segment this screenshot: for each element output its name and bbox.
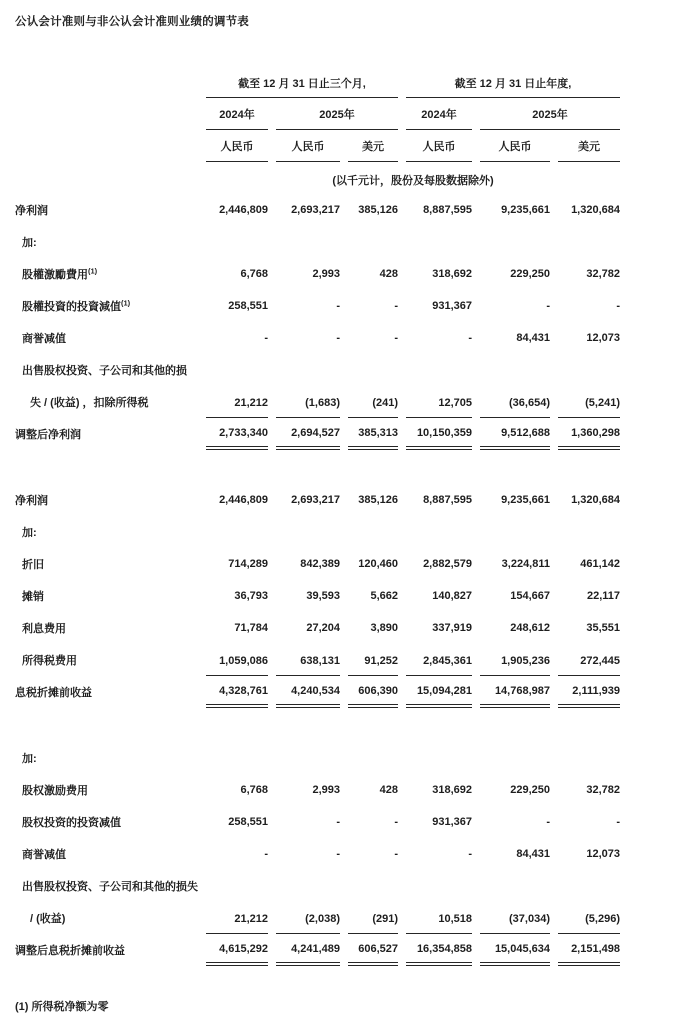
- value-cell: 39,593: [306, 590, 340, 602]
- header-spacer: [15, 162, 198, 194]
- value-cell: 120,460: [358, 558, 398, 570]
- value-cell: 154,667: [510, 590, 550, 602]
- value-cell: [406, 870, 472, 902]
- value-cell: -: [336, 332, 340, 344]
- table-row: [15, 774, 620, 806]
- value-cell: 140,827: [432, 590, 472, 602]
- value-cell: 12,705: [406, 386, 472, 418]
- table-row: [15, 354, 620, 386]
- value-cell: 36,793: [234, 590, 268, 602]
- value-cell: 9,235,661: [501, 204, 550, 216]
- value-cell: (291): [348, 902, 398, 934]
- value-cell: -: [394, 332, 398, 344]
- row-label: 净利润: [15, 495, 48, 507]
- value-cell: 4,328,761: [206, 676, 268, 708]
- row-label: 失 / (收益) ，扣除所得税: [30, 397, 149, 409]
- value-cell: 2,845,361: [406, 644, 472, 676]
- row-label: 折旧: [22, 559, 44, 571]
- value-cell: 2,151,498: [558, 934, 620, 966]
- value-cell: -: [394, 816, 398, 828]
- period-header-row: [15, 65, 620, 98]
- value-cell: 8,887,595: [423, 204, 472, 216]
- value-cell: 428: [379, 268, 398, 280]
- period-header-full-year: 截至 12 月 31 日止年度,: [406, 65, 620, 98]
- table-row: [15, 934, 620, 966]
- value-cell: 931,367: [432, 816, 472, 828]
- value-cell: 2,693,217: [291, 204, 340, 216]
- row-label: 加:: [22, 753, 37, 765]
- value-cell: 27,204: [306, 622, 340, 634]
- document-title: 公认会计准则与非公认会计准则业绩的调节表: [15, 16, 249, 28]
- table-row: [15, 870, 620, 902]
- value-cell: -: [264, 332, 268, 344]
- table-row: [15, 806, 620, 838]
- value-cell: [276, 870, 340, 902]
- unit-note-row: [15, 162, 620, 194]
- row-label: 摊销: [22, 591, 44, 603]
- value-cell: 32,782: [586, 784, 620, 796]
- value-cell: 2,111,939: [558, 676, 620, 708]
- table-row: [15, 290, 620, 322]
- reconciliation-table: [7, 65, 628, 966]
- value-cell: 606,390: [348, 676, 398, 708]
- value-cell: 2,733,340: [206, 418, 268, 450]
- value-cell: 5,662: [370, 590, 398, 602]
- row-label: 息税折摊前收益: [15, 687, 92, 699]
- value-cell: 4,240,534: [276, 676, 340, 708]
- header-spacer: [15, 98, 198, 130]
- value-cell: 4,241,489: [276, 934, 340, 966]
- value-cell: 71,784: [234, 622, 268, 634]
- footnote-ref: (1): [88, 266, 98, 276]
- value-cell: 337,919: [432, 622, 472, 634]
- value-cell: -: [394, 848, 398, 860]
- value-cell: -: [468, 332, 472, 344]
- row-label: 所得税费用: [22, 655, 77, 667]
- value-cell: [558, 354, 620, 386]
- document-page: [0, 13, 682, 1013]
- value-cell: -: [394, 300, 398, 312]
- value-cell: -: [546, 816, 550, 828]
- row-label: 股權激勵費用$^{(1)}$: [22, 266, 98, 281]
- table-row: [15, 612, 620, 644]
- value-cell: 91,252: [348, 644, 398, 676]
- table-row: [15, 386, 620, 418]
- value-cell: (1,683): [276, 386, 340, 418]
- value-cell: (241): [348, 386, 398, 418]
- currency-header-rmb-3: 人民币: [406, 130, 472, 162]
- value-cell: (2,038): [276, 902, 340, 934]
- table-row: [15, 226, 620, 258]
- value-cell: 21,212: [206, 902, 268, 934]
- table-row: [15, 418, 620, 450]
- value-cell: 318,692: [432, 268, 472, 280]
- value-cell: 35,551: [586, 622, 620, 634]
- value-cell: 9,512,688: [480, 418, 550, 450]
- value-cell: 1,320,684: [571, 204, 620, 216]
- value-cell: [406, 226, 472, 258]
- value-cell: 428: [379, 784, 398, 796]
- value-cell: 2,446,809: [219, 204, 268, 216]
- section-gap: [15, 708, 620, 742]
- value-cell: [406, 354, 472, 386]
- value-cell: 1,059,086: [206, 644, 268, 676]
- value-cell: -: [264, 848, 268, 860]
- table-row: [15, 322, 620, 354]
- currency-header-rmb-1: 人民币: [206, 130, 268, 162]
- value-cell: [406, 742, 472, 774]
- value-cell: [276, 354, 340, 386]
- row-label: 加:: [22, 527, 37, 539]
- period-header-three-months: 截至 12 月 31 日止三个月,: [206, 65, 398, 98]
- value-cell: 10,518: [406, 902, 472, 934]
- value-cell: 4,615,292: [206, 934, 268, 966]
- value-cell: [348, 870, 398, 902]
- value-cell: 931,367: [432, 300, 472, 312]
- row-label: 出售股权投资、子公司和其他的损: [22, 365, 187, 377]
- value-cell: 84,431: [516, 332, 550, 344]
- value-cell: 385,126: [358, 494, 398, 506]
- value-cell: [480, 742, 550, 774]
- value-cell: 15,045,634: [480, 934, 550, 966]
- header-spacer: [15, 130, 198, 162]
- row-label: 股权激励费用: [22, 785, 88, 797]
- value-cell: 461,142: [580, 558, 620, 570]
- table-row: [15, 548, 620, 580]
- header-spacer: [15, 65, 198, 98]
- currency-header-rmb-2: 人民币: [276, 130, 340, 162]
- value-cell: (5,296): [558, 902, 620, 934]
- value-cell: -: [616, 816, 620, 828]
- value-cell: -: [336, 300, 340, 312]
- value-cell: 15,094,281: [406, 676, 472, 708]
- table-row: [15, 194, 620, 226]
- value-cell: 258,551: [228, 300, 268, 312]
- value-cell: [480, 870, 550, 902]
- table-row: [15, 644, 620, 676]
- value-cell: [480, 226, 550, 258]
- unit-note: (以千元计，股份及每股数据除外): [332, 175, 494, 187]
- row-label: 调整后息税折摊前收益: [15, 945, 125, 957]
- value-cell: [348, 354, 398, 386]
- value-cell: [558, 870, 620, 902]
- value-cell: [558, 226, 620, 258]
- value-cell: 1,905,236: [480, 644, 550, 676]
- value-cell: 842,389: [300, 558, 340, 570]
- year-header-2024-fy: 2024年: [406, 98, 472, 130]
- value-cell: [406, 516, 472, 548]
- value-cell: [206, 742, 268, 774]
- value-cell: 2,882,579: [423, 558, 472, 570]
- value-cell: 229,250: [510, 268, 550, 280]
- row-label: 调整后净利润: [15, 429, 81, 441]
- table-row: [15, 742, 620, 774]
- row-label: 利息费用: [22, 623, 66, 635]
- value-cell: [276, 226, 340, 258]
- value-cell: 12,073: [586, 848, 620, 860]
- value-cell: -: [616, 300, 620, 312]
- footnote: (1) 所得税净额为零: [15, 1001, 109, 1013]
- value-cell: [276, 742, 340, 774]
- value-cell: [276, 516, 340, 548]
- value-cell: 2,993: [312, 268, 340, 280]
- table-row: [15, 580, 620, 612]
- value-cell: 2,446,809: [219, 494, 268, 506]
- value-cell: 229,250: [510, 784, 550, 796]
- value-cell: 606,527: [348, 934, 398, 966]
- value-cell: 8,887,595: [423, 494, 472, 506]
- value-cell: [348, 226, 398, 258]
- value-cell: 638,131: [276, 644, 340, 676]
- row-label: 股权投资的投资减值: [22, 817, 121, 829]
- value-cell: 14,768,987: [480, 676, 550, 708]
- value-cell: [558, 516, 620, 548]
- value-cell: [206, 354, 268, 386]
- value-cell: 6,768: [240, 784, 268, 796]
- value-cell: -: [546, 300, 550, 312]
- value-cell: 258,551: [228, 816, 268, 828]
- value-cell: [480, 354, 550, 386]
- year-header-2024-q: 2024年: [206, 98, 268, 130]
- table-row: [15, 516, 620, 548]
- row-label: 出售股权投资、子公司和其他的损失: [22, 881, 198, 893]
- row-label: 商誉减值: [22, 849, 66, 861]
- value-cell: 1,320,684: [571, 494, 620, 506]
- year-header-row: [15, 98, 620, 130]
- value-cell: [206, 870, 268, 902]
- row-label: 加:: [22, 237, 37, 249]
- row-label: 净利润: [15, 205, 48, 217]
- value-cell: 6,768: [240, 268, 268, 280]
- value-cell: 2,694,527: [276, 418, 340, 450]
- value-cell: (37,034): [480, 902, 550, 934]
- value-cell: 22,117: [586, 590, 620, 602]
- currency-header-rmb-4: 人民币: [480, 130, 550, 162]
- table-row: [15, 484, 620, 516]
- table-body: [15, 194, 620, 966]
- value-cell: -: [468, 848, 472, 860]
- value-cell: -: [336, 848, 340, 860]
- row-label: 商誉减值: [22, 333, 66, 345]
- section-gap: [15, 450, 620, 484]
- value-cell: 385,313: [348, 418, 398, 450]
- value-cell: 16,354,858: [406, 934, 472, 966]
- value-cell: 2,993: [312, 784, 340, 796]
- currency-header-usd-2: 美元: [558, 130, 620, 162]
- value-cell: 1,360,298: [558, 418, 620, 450]
- table-row: [15, 676, 620, 708]
- value-cell: [558, 742, 620, 774]
- row-label: / (收益): [30, 913, 66, 925]
- table-row: [15, 838, 620, 870]
- value-cell: 385,126: [358, 204, 398, 216]
- currency-header-row: [15, 130, 620, 162]
- value-cell: (5,241): [558, 386, 620, 418]
- value-cell: [348, 742, 398, 774]
- value-cell: 3,890: [370, 622, 398, 634]
- row-label: 股權投資的投資減值$^{(1)}$: [22, 298, 131, 313]
- table-row: [15, 902, 620, 934]
- value-cell: 714,289: [228, 558, 268, 570]
- value-cell: [480, 516, 550, 548]
- value-cell: [206, 226, 268, 258]
- value-cell: 3,224,811: [501, 558, 550, 570]
- year-header-2025-fy: 2025年: [480, 98, 620, 130]
- value-cell: 21,212: [206, 386, 268, 418]
- currency-header-usd-1: 美元: [348, 130, 398, 162]
- value-cell: [206, 516, 268, 548]
- value-cell: 318,692: [432, 784, 472, 796]
- value-cell: 248,612: [510, 622, 550, 634]
- value-cell: -: [336, 816, 340, 828]
- value-cell: 12,073: [586, 332, 620, 344]
- value-cell: 32,782: [586, 268, 620, 280]
- value-cell: 272,445: [558, 644, 620, 676]
- table-row: [15, 258, 620, 290]
- table-header: [15, 65, 620, 194]
- footnote-ref: (1): [121, 298, 131, 308]
- value-cell: 2,693,217: [291, 494, 340, 506]
- value-cell: (36,654): [480, 386, 550, 418]
- value-cell: 10,150,359: [406, 418, 472, 450]
- value-cell: [348, 516, 398, 548]
- value-cell: 9,235,661: [501, 494, 550, 506]
- year-header-2025-q: 2025年: [276, 98, 398, 130]
- value-cell: 84,431: [516, 848, 550, 860]
